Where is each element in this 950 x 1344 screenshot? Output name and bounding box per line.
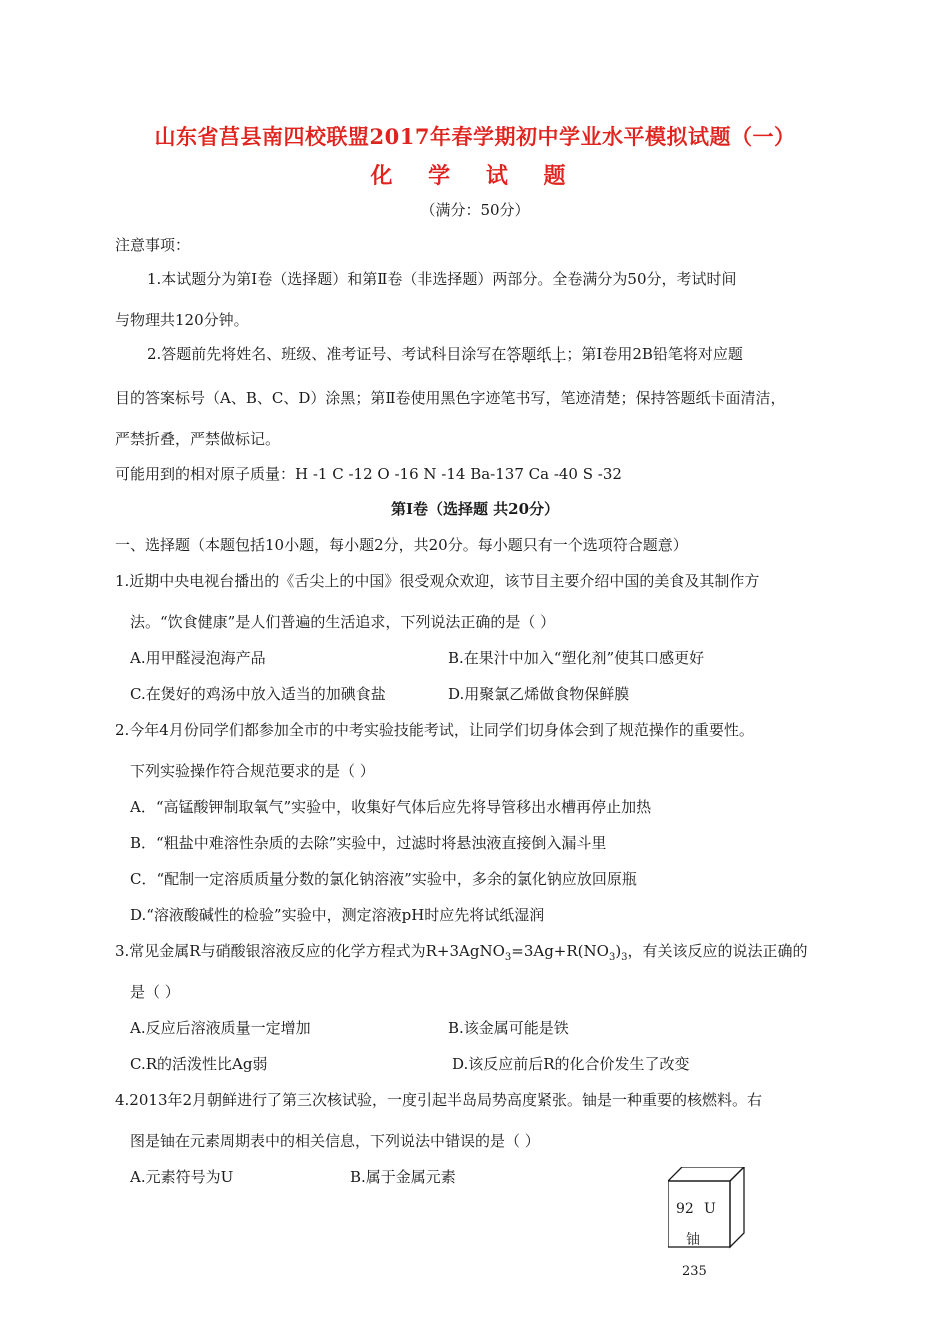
atomic-number: 92 xyxy=(676,1201,694,1217)
q4-option-a: A.元素符号为U xyxy=(130,1168,234,1186)
q1-option-c: C.在煲好的鸡汤中放入适当的加碘食盐 xyxy=(130,685,386,703)
q2-stem: 2.今年4月份同学们都参加全市的中考实验技能考试，让同学们切身体会到了规范操作的重要性。 xyxy=(115,721,754,739)
emphasis-char: 题 xyxy=(521,345,537,363)
q3-option-c: C.R的活泼性比Ag弱 xyxy=(130,1055,268,1073)
notice-item-1: 1.本试题分为第Ⅰ卷（选择题）和第Ⅱ卷（非选择题）两部分。全卷满分为50分，考试时间 xyxy=(147,270,737,288)
notice-item-2 xyxy=(147,343,743,365)
q3-stem-text: ) xyxy=(615,942,622,960)
q3-stem-text: ，有关该反应的说法正确的 xyxy=(627,942,808,960)
q1-option-b: B.在果汁中加入“塑化剂”使其口感更好 xyxy=(448,649,705,667)
subscript: 3 xyxy=(608,952,616,963)
notice-heading: 注意事项： xyxy=(115,236,191,254)
q3-stem-cont: 是（ ） xyxy=(130,983,180,1001)
q1-option-a: A.用甲醛浸泡海产品 xyxy=(130,649,266,667)
atomic-masses: 可能用到的相对原子质量：H -1 C -12 O -16 N -14 Ba-137 Ca -40 S -32 xyxy=(115,465,622,483)
q4-option-b: B.属于金属元素 xyxy=(350,1168,456,1186)
subscript: 3 xyxy=(621,952,628,963)
q3-option-d: D.该反应前后R的化合价发生了改变 xyxy=(452,1055,690,1073)
subscript: 3 xyxy=(504,952,512,963)
q3-option-a: A.反应后溶液质量一定增加 xyxy=(130,1019,311,1037)
q3-option-b: B.该金属可能是铁 xyxy=(448,1019,569,1037)
exam-title: 山东省莒县南四校联盟2017年春学期初中学业水平模拟试题（一） xyxy=(154,124,796,149)
q1-option-d: D.用聚氯乙烯做食物保鲜膜 xyxy=(448,685,630,703)
q1-stem-cont: 法。“饮食健康”是人们普遍的生活追求，下列说法正确的是（ ） xyxy=(130,613,556,631)
q3-stem-text: =3Ag+R(NO xyxy=(511,942,609,960)
notice-item-2-cont2: 严禁折叠，严禁做标记。 xyxy=(115,430,281,448)
exam-subject: 化 学 试 题 xyxy=(370,163,580,189)
section-intro: 一、选择题（本题包括10小题，每小题2分，共20分。每小题只有一个选项符合题意） xyxy=(115,536,688,554)
section-title: 第Ⅰ卷（选择题 共20分） xyxy=(390,500,560,518)
emphasis-char: 纸 xyxy=(536,345,552,363)
q4-stem: 4.2013年2月朝鲜进行了第三次核试验，一度引起半岛局势高度紧张。铀是一种重要的核燃料。右 xyxy=(115,1091,763,1109)
uranium-element-cell xyxy=(668,1167,748,1249)
q3-stem xyxy=(115,940,808,969)
q4-stem-cont: 图是铀在元素周期表中的相关信息，下列说法中错误的是（ ） xyxy=(130,1132,540,1150)
q2-option-a: A．“高锰酸钾制取氧气”实验中，收集好气体后应先将导管移出水槽再停止加热 xyxy=(130,798,652,816)
full-score: （满分：50分） xyxy=(420,201,530,219)
element-name: 铀 xyxy=(686,1232,700,1248)
atomic-mass: 235 xyxy=(682,1264,707,1279)
notice-item-2-text-end: ；第Ⅰ卷用2B铅笔将对应题 xyxy=(566,345,743,363)
q2-option-b: B．“粗盐中难溶性杂质的去除”实验中，过滤时将悬浊液直接倒入漏斗里 xyxy=(130,834,607,852)
q2-option-d: D.“溶液酸碱性的检验”实验中，测定溶液pH时应先将试纸湿润 xyxy=(130,906,545,924)
q3-stem-text: 3.常见金属R与硝酸银溶液反应的化学方程式为R+3AgNO xyxy=(115,942,505,960)
notice-item-2-cont: 目的答案标号（A、B、C、D）涂黑；第Ⅱ卷使用黑色字迹笔书写，笔迹清楚；保持答题纸卡面清洁， xyxy=(115,389,786,407)
q2-stem-cont: 下列实验操作符合规范要求的是（ ） xyxy=(130,762,375,780)
element-symbol: U xyxy=(704,1201,716,1217)
emphasis-char: 答 xyxy=(506,345,522,363)
notice-item-2-text: 2.答题前先将姓名、班级、准考证号、考试科目涂写在 xyxy=(147,345,507,363)
q1-stem: 1.近期中央电视台播出的《舌尖上的中国》很受观众欢迎，该节目主要介绍中国的美食及其制作方 xyxy=(115,572,760,590)
notice-item-1-cont: 与物理共120分钟。 xyxy=(115,311,249,329)
emphasis-char: 上 xyxy=(551,345,567,363)
q2-option-c: C．“配制一定溶质质量分数的氯化钠溶液”实验中，多余的氯化钠应放回原瓶 xyxy=(130,870,637,888)
